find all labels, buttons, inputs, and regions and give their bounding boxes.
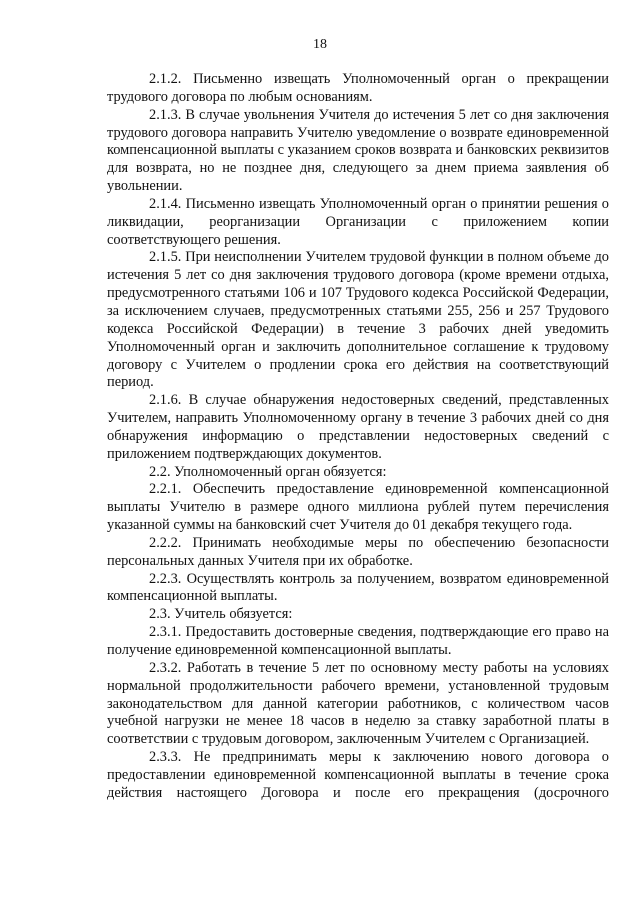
paragraph-2-3: 2.3. Учитель обязуется: <box>149 606 293 623</box>
paragraph-2-1-2: 2.1.2. Письменно извещать Уполномоченный орган о прекращении трудового договора по любым основаниям. <box>107 71 609 105</box>
paragraph-2-1-5: 2.1.5. При неисполнении Учителем трудовой функции в полном объеме до истечения 5 лет со дня заключения трудового договора (кроме времени отдыха, предусмотренного статьями 106 и 107 Трудового кодекса Российской Федерации, за исключением случаев, предусмотренных статьями 255, 256 и 257 Трудового кодекса Российской Федерации) в течение 3 рабочих дней уведомить Уполномоченный орган и заключить дополнительное соглашение к трудовому договору с Учителем о продлении срока его действия на соответствующий период. <box>107 249 609 391</box>
paragraph-2-3-3: 2.3.3. Не предпринимать меры к заключению нового договора о предоставлении единовременной компенсационной выплаты в течение срока действия настоящего Договора и после его прекращения (досрочного <box>107 749 609 801</box>
document-body <box>107 71 609 803</box>
paragraph-2-2-3: 2.2.3. Осуществлять контроль за получением, возвратом единовременной компенсационной выплаты. <box>107 570 609 605</box>
paragraph-2-1-3: 2.1.3. В случае увольнения Учителя до истечения 5 лет со дня заключения трудового договора направить Учителю уведомление о возврате единовременной компенсационной выплаты с указанием сроков возврата и банковских реквизитов для возврата, но не позднее дня, следующего за днем приема заявления об увольнении. <box>107 106 609 195</box>
paragraph-2-1-6: 2.1.6. В случае обнаружения недостоверных сведений, представленных Учителем, направить Уполномоченному органу в течение 3 рабочих дней со дня обнаружения информацию о представлении недостоверных сведений с приложением подтверждающих документов. <box>107 392 609 462</box>
paragraph-2-1-4: 2.1.4. Письменно извещать Уполномоченный орган о принятии решения о ликвидации, реорганизации Организации с приложением копии соответствующего решения. <box>107 195 609 248</box>
paragraph-2-3-1: 2.3.1. Предоставить достоверные сведения, подтверждающие его право на получение единовременной компенсационной выплаты. <box>107 624 609 658</box>
paragraph-2-3-2: 2.3.2. Работать в течение 5 лет по основному месту работы на условиях нормальной продолжительности рабочего времени, установленной трудовым законодательством для данной категории работников, с количеством часов учебной нагрузки не менее 18 часов в неделю за ставку заработной платы в соответствии с трудовым договором, заключенным Учителем с Организацией. <box>107 659 609 748</box>
paragraph-2-2: 2.2. Уполномоченный орган обязуется: <box>149 463 387 480</box>
paragraph-2-2-2: 2.2.2. Принимать необходимые меры по обеспечению безопасности персональных данных Учителя при их обработке. <box>107 534 609 569</box>
paragraph-2-2-1: 2.2.1. Обеспечить предоставление единовременной компенсационной выплаты Учителю в размере одного миллиона рублей путем перечисления указанной суммы на банковский счет Учителя до 01 декабря текущего года. <box>107 481 609 534</box>
page-number: 18 <box>313 37 327 52</box>
